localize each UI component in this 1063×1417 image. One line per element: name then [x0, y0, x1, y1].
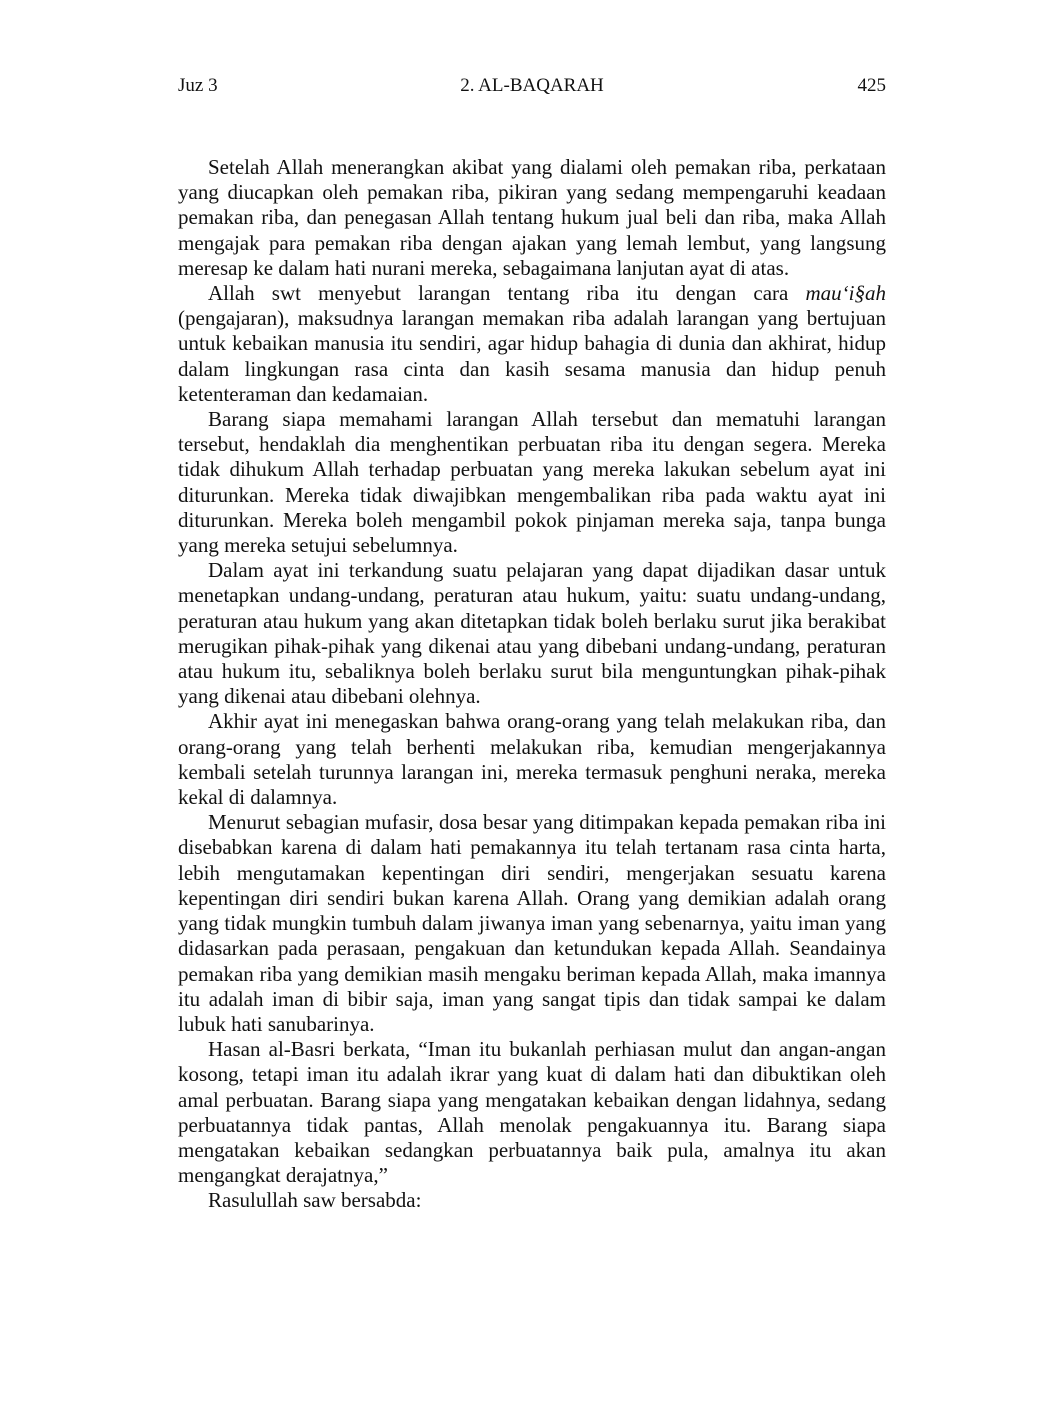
paragraph: Dalam ayat ini terkandung suatu pelajaran yang dapat dijadikan dasar untuk menetapkan undang-undang, peraturan atau hukum, yaitu: suatu undang-undang, peraturan atau hukum yang akan ditetapkan tidak boleh berlaku surut jika berakibat merugikan pihak-pihak yang dikenai atau yang dibebani undang-undang, peraturan atau hukum itu, sebaliknya boleh berlaku surut bila menguntungkan pihak-pihak yang dikenai atau dibebani olehnya.	[178, 558, 886, 709]
paragraph: Setelah Allah menerangkan akibat yang dialami oleh pemakan riba, perkataan yang diucapkan oleh pemakan riba, pikiran yang sedang mempengaruhi keadaan pemakan riba, dan penegasan Allah tentang hukum jual beli dan riba, maka Allah mengajak para pemakan riba dengan ajakan yang lemah lembut, yang langsung meresap ke dalam hati nurani mereka, sebagaimana lanjutan ayat di atas.	[178, 155, 886, 280]
page-header	[178, 72, 886, 100]
surah-title: 2. AL-BAQARAH	[460, 75, 604, 96]
paragraph: Barang siapa memahami larangan Allah tersebut dan mematuhi larangan tersebut, hendaklah dia menghentikan perbuatan riba itu dengan segera. Mereka tidak dihukum Allah terhadap perbuatan yang mereka lakukan sebelum ayat ini diturunkan. Mereka tidak diwajibkan mengembalikan riba pada waktu ayat ini diturunkan. Mereka boleh mengambil pokok pinjaman mereka saja, tanpa bunga yang mereka setujui sebelumnya.	[178, 407, 886, 558]
paragraph	[178, 281, 886, 407]
body-text	[178, 155, 886, 1214]
page-number: 425	[857, 75, 886, 96]
paragraph-text: (pengajaran), maksudnya larangan memakan riba adalah larangan yang bertujuan untuk kebaikan manusia itu sendiri, agar hidup bahagia di dunia dan akhirat, hidup dalam lingkungan rasa cinta dan kasih sesama manusia dan hidup penuh ketenteraman dan kedamaian.	[178, 306, 886, 406]
paragraph: Menurut sebagian mufasir, dosa besar yang ditimpakan kepada pemakan riba ini disebabkan karena di dalam hati pemakannya itu telah tertanam rasa cinta harta, lebih mengutamakan kepentingan diri sendiri, mengerjakan sesuatu karena kepentingan diri sendiri bukan karena Allah. Orang yang demikian adalah orang yang tidak mungkin tumbuh dalam jiwanya iman yang sebenarnya, yaitu iman yang didasarkan pada perasaan, pengakuan dan ketundukan kepada Allah. Seandainya pemakan riba yang demikian masih mengaku beriman kepada Allah, maka imannya itu adalah iman di bibir saja, iman yang sangat tipis dan tidak sampai ke dalam lubuk hati sanubarinya.	[178, 810, 886, 1036]
paragraph: Hasan al-Basri berkata, “Iman itu bukanlah perhiasan mulut dan angan-angan kosong, tetapi iman itu adalah ikrar yang kuat di dalam hati dan dibuktikan oleh amal perbuatan. Barang siapa yang mengatakan kebaikan dengan lidahnya, sedang perbuatannya tidak pantas, Allah menolak pengakuannya itu. Barang siapa mengatakan kebaikan sedangkan perbuatannya baik pula, amalnya itu akan mengangkat derajatnya,”	[178, 1037, 886, 1188]
italic-term: mau‘i§ah	[805, 281, 886, 306]
paragraph: Rasulullah saw bersabda:	[208, 1188, 422, 1213]
paragraph-text: Allah swt menyebut larangan tentang riba itu dengan cara	[208, 281, 806, 306]
juz-label: Juz 3	[178, 75, 218, 96]
paragraph: Akhir ayat ini menegaskan bahwa orang-orang yang telah melakukan riba, dan orang-orang yang telah berhenti melakukan riba, kemudian mengerjakannya kembali setelah turunnya larangan ini, mereka termasuk penghuni neraka, mereka kekal di dalamnya.	[178, 709, 886, 810]
